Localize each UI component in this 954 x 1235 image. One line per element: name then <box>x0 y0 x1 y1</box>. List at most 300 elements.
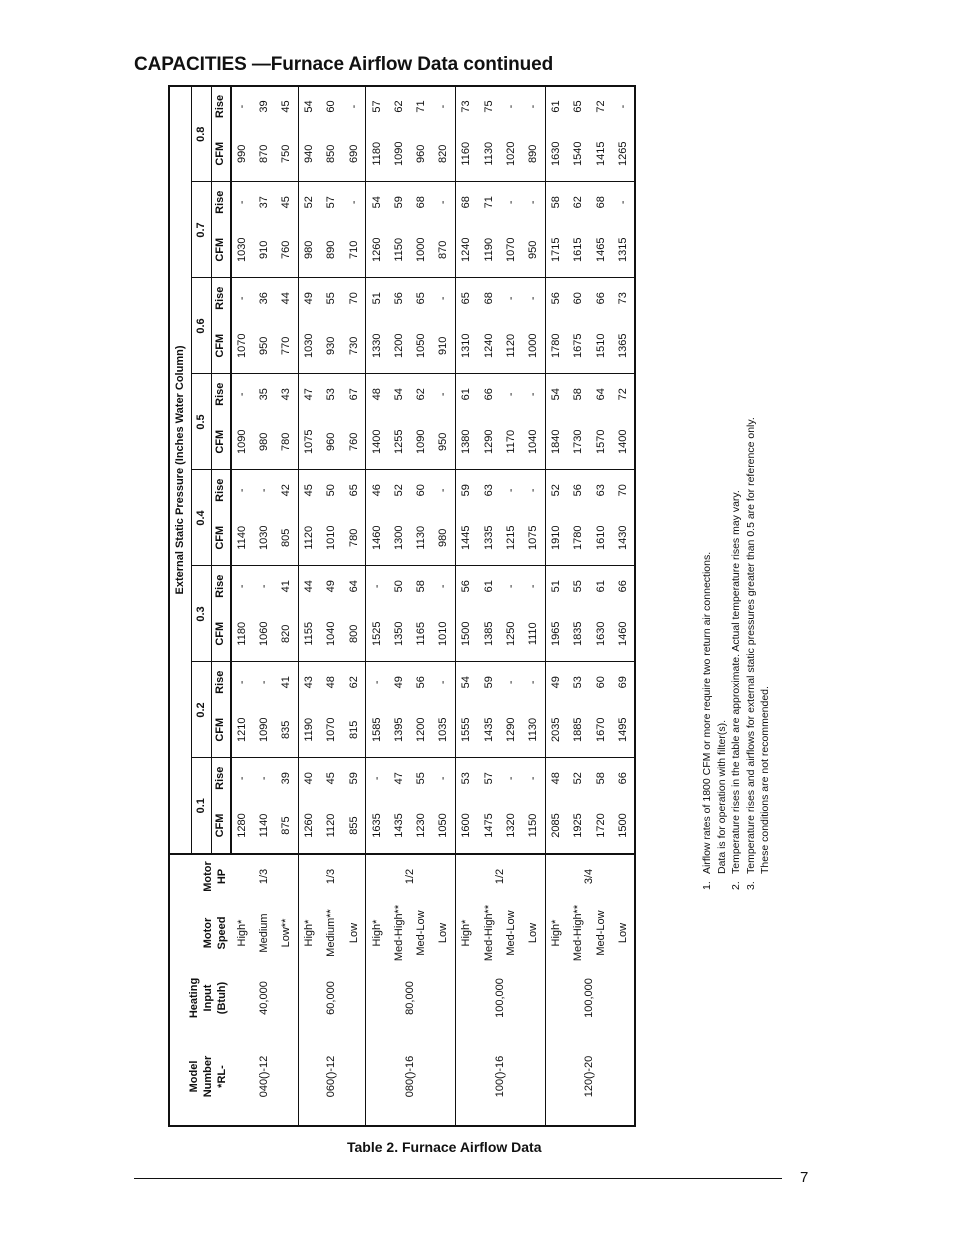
cell-cfm: 1615 <box>568 222 590 278</box>
cell-cfm: 1910 <box>545 510 567 566</box>
cell-cfm: 1585 <box>366 702 388 758</box>
cell-rise: - <box>523 278 545 318</box>
cell-motor-hp: 1/3 <box>231 854 298 898</box>
cell-rise: - <box>236 680 249 685</box>
cell-rise: 48 <box>370 388 383 401</box>
cell-cfm: 1265 <box>612 126 635 182</box>
cell-cfm: 1300 <box>388 510 410 566</box>
cell-cfm: 1395 <box>388 702 410 758</box>
header-pressure: 0.5 <box>191 374 211 470</box>
cell-motor-speed: Medium** <box>325 909 338 957</box>
cell-cfm: 980 <box>298 222 320 278</box>
table-row <box>366 86 388 1126</box>
cell-rise: 65 <box>460 292 473 305</box>
cell-cfm: 1180 <box>231 606 253 662</box>
cell-rise: 72 <box>594 100 607 113</box>
page-title: CAPACITIES —Furnace Airflow Data continued <box>134 54 554 75</box>
cell-rise: - <box>343 182 365 222</box>
cell-rise: - <box>343 86 365 126</box>
cell-cfm: 1570 <box>590 414 612 470</box>
cell-cfm: 1150 <box>388 222 410 278</box>
note-item <box>744 340 773 890</box>
cell-rise: 68 <box>415 196 428 209</box>
cell-rise: 54 <box>550 388 563 401</box>
cell-motor-speed: Low** <box>276 898 298 968</box>
cell-rise: - <box>236 104 249 109</box>
cell-rise: 52 <box>303 196 316 209</box>
cell-rise: - <box>504 392 517 397</box>
note-number: 1. <box>701 881 713 890</box>
cell-cfm: 1525 <box>366 606 388 662</box>
cell-cfm: 1110 <box>523 606 545 662</box>
cell-cfm: 760 <box>343 414 365 470</box>
cell-rise: 68 <box>482 292 495 305</box>
cell-cfm: 780 <box>276 414 298 470</box>
cell-cfm: 855 <box>343 798 365 854</box>
cell-rise: 60 <box>325 100 338 113</box>
header-rise: Rise <box>211 278 231 318</box>
cell-rise: 39 <box>258 100 271 113</box>
cell-rise: - <box>523 662 545 702</box>
cell-cfm: 1040 <box>523 414 545 470</box>
cell-rise: 65 <box>415 292 428 305</box>
cell-rise: - <box>433 86 455 126</box>
cell-rise: - <box>433 182 455 222</box>
cell-cfm: 1720 <box>594 813 607 838</box>
cell-cfm: 1385 <box>478 606 500 662</box>
cell-rise: 50 <box>392 580 405 593</box>
note-text <box>700 340 729 874</box>
cell-rise: 51 <box>370 292 383 305</box>
cell-rise: 65 <box>343 470 365 510</box>
cell-cfm: 1155 <box>298 606 320 662</box>
cell-cfm: 1160 <box>455 126 477 182</box>
cell-cfm: 1130 <box>523 702 545 758</box>
rotated-table <box>168 91 636 1127</box>
cell-cfm: 1510 <box>590 318 612 374</box>
cell-cfm: 1670 <box>590 702 612 758</box>
note-text <box>729 340 744 874</box>
cell-cfm: 1500 <box>612 798 635 854</box>
furnace-airflow-table <box>168 85 636 1127</box>
cell-rise: 68 <box>594 196 607 209</box>
cell-rise: - <box>504 200 517 205</box>
cell-cfm: 1635 <box>370 813 383 838</box>
cell-rise: 53 <box>460 772 473 785</box>
cell-cfm: 1030 <box>253 510 275 566</box>
cell-cfm: 1925 <box>572 813 585 838</box>
cell-motor-speed: Low <box>433 898 455 968</box>
cell-rise: 73 <box>460 100 473 113</box>
header-static-pressure: External Static Pressure (Inches Water Column) <box>169 86 191 854</box>
cell-rise: 63 <box>594 484 607 497</box>
cell-motor-speed: Low <box>343 898 365 968</box>
cell-motor-speed: Low <box>523 898 545 968</box>
cell-cfm: 1030 <box>231 222 253 278</box>
cell-rise: 55 <box>325 292 338 305</box>
cell-cfm: 1140 <box>258 813 271 838</box>
cell-rise: - <box>504 104 517 109</box>
cell-motor-speed: Low <box>612 898 635 968</box>
cell-rise: 66 <box>594 292 607 305</box>
cell-motor-hp: 1/3 <box>298 854 365 898</box>
cell-cfm: 1280 <box>236 813 249 838</box>
cell-rise: - <box>236 488 249 493</box>
cell-heating-input: 100,000 <box>545 968 635 1028</box>
cell-cfm: 1335 <box>478 510 500 566</box>
header-cfm: CFM <box>211 318 231 374</box>
cell-rise: 64 <box>343 566 365 606</box>
cell-rise: 70 <box>612 470 635 510</box>
cell-rise: 72 <box>612 374 635 414</box>
cell-rise: - <box>504 488 517 493</box>
cell-rise: - <box>236 200 249 205</box>
cell-cfm: 1430 <box>612 510 635 566</box>
cell-cfm: 1260 <box>366 222 388 278</box>
cell-cfm: 800 <box>343 606 365 662</box>
cell-cfm: 1165 <box>411 606 433 662</box>
cell-cfm: 1070 <box>231 318 253 374</box>
cell-cfm: 730 <box>343 318 365 374</box>
cell-cfm: 750 <box>276 126 298 182</box>
cell-cfm: 1435 <box>392 813 405 838</box>
cell-cfm: 1240 <box>478 318 500 374</box>
cell-cfm: 1290 <box>500 702 522 758</box>
cell-cfm: 815 <box>343 702 365 758</box>
cell-rise: 54 <box>460 676 473 689</box>
cell-rise: 68 <box>460 196 473 209</box>
cell-rise: 60 <box>415 484 428 497</box>
cell-cfm: 1630 <box>590 606 612 662</box>
cell-heating-input: 100,000 <box>455 968 545 1028</box>
cell-rise: 58 <box>415 580 428 593</box>
header-cfm: CFM <box>211 414 231 470</box>
cell-rise: - <box>370 680 383 685</box>
cell-cfm: 1555 <box>455 702 477 758</box>
cell-rise: 36 <box>258 292 271 305</box>
cell-rise: 51 <box>550 580 563 593</box>
cell-rise: 56 <box>415 676 428 689</box>
cell-rise: - <box>504 776 517 781</box>
cell-rise: 49 <box>392 676 405 689</box>
header-cfm: CFM <box>211 222 231 278</box>
cell-model: 040()-12 <box>231 1028 298 1126</box>
cell-cfm: 760 <box>276 222 298 278</box>
cell-rise: 52 <box>392 484 405 497</box>
cell-rise: 45 <box>276 86 298 126</box>
cell-rise: 66 <box>612 758 635 798</box>
cell-rise: 56 <box>572 484 585 497</box>
cell-rise: 45 <box>276 182 298 222</box>
cell-rise: - <box>370 584 383 589</box>
cell-model: 100()-16 <box>455 1028 545 1126</box>
table-caption: Table 2. Furnace Airflow Data <box>347 1139 542 1155</box>
cell-cfm: 1030 <box>298 318 320 374</box>
header-rise: Rise <box>211 374 231 414</box>
cell-motor-speed: High* <box>303 919 316 947</box>
note-number: 3. <box>744 881 757 890</box>
cell-cfm: 950 <box>523 222 545 278</box>
cell-rise: 62 <box>415 388 428 401</box>
cell-cfm: 870 <box>433 222 455 278</box>
cell-rise: 35 <box>258 388 271 401</box>
cell-cfm: 1010 <box>321 510 343 566</box>
cell-rise: - <box>523 86 545 126</box>
cell-cfm: 1130 <box>478 126 500 182</box>
cell-cfm: 1050 <box>411 318 433 374</box>
cell-rise: 54 <box>392 388 405 401</box>
cell-motor-speed: High* <box>235 919 248 947</box>
header-cfm: CFM <box>211 126 231 182</box>
notes-container <box>700 340 780 890</box>
cell-rise: 55 <box>572 580 585 593</box>
cell-cfm: 1365 <box>612 318 635 374</box>
note-line: Data is for operation with filter(s). <box>715 719 728 874</box>
cell-cfm: 1070 <box>321 702 343 758</box>
cell-cfm: 1400 <box>366 414 388 470</box>
header-pressure: 0.8 <box>191 86 211 182</box>
cell-rise: 45 <box>325 772 338 785</box>
cell-cfm: 1460 <box>612 606 635 662</box>
cell-rise: - <box>612 182 635 222</box>
cell-cfm: 950 <box>253 318 275 374</box>
header-motor-speed: Motor Speed <box>202 916 228 950</box>
cell-cfm: 960 <box>321 414 343 470</box>
cell-cfm: 820 <box>433 126 455 182</box>
cell-cfm: 2035 <box>545 702 567 758</box>
cell-cfm: 1120 <box>500 318 522 374</box>
cell-rise: 65 <box>572 100 585 113</box>
cell-cfm: 1495 <box>612 702 635 758</box>
cell-rise: 52 <box>550 484 563 497</box>
cell-cfm: 875 <box>276 798 298 854</box>
cell-rise: - <box>433 278 455 318</box>
cell-rise: 37 <box>258 196 271 209</box>
cell-rise: - <box>523 182 545 222</box>
cell-rise: 69 <box>612 662 635 702</box>
cell-rise: 53 <box>325 388 338 401</box>
header-pressure: 0.7 <box>191 182 211 278</box>
cell-cfm: 950 <box>433 414 455 470</box>
header-pressure: 0.1 <box>191 758 211 854</box>
cell-rise: - <box>523 758 545 798</box>
cell-rise: 60 <box>572 292 585 305</box>
cell-rise: 59 <box>392 196 405 209</box>
cell-rise: 47 <box>303 388 316 401</box>
header-pressure: 0.3 <box>191 566 211 662</box>
cell-rise: 59 <box>343 758 365 798</box>
cell-rise: 41 <box>276 566 298 606</box>
cell-cfm: 1475 <box>482 813 495 838</box>
cell-rise: 62 <box>392 100 405 113</box>
cell-rise: 75 <box>482 100 495 113</box>
cell-motor-speed: High* <box>550 919 563 947</box>
cell-cfm: 1315 <box>612 222 635 278</box>
cell-cfm: 1190 <box>298 702 320 758</box>
cell-cfm: 805 <box>276 510 298 566</box>
header-pressure: 0.4 <box>191 470 211 566</box>
cell-cfm: 1060 <box>253 606 275 662</box>
table-row <box>231 86 253 1126</box>
cell-cfm: 1610 <box>590 510 612 566</box>
cell-cfm: 1070 <box>500 222 522 278</box>
cell-heating-input: 80,000 <box>366 968 456 1028</box>
header-model: Model Number *RL- <box>188 1055 228 1098</box>
header-rise: Rise <box>211 86 231 126</box>
cell-cfm: 1090 <box>411 414 433 470</box>
header-rise: Rise <box>211 182 231 222</box>
notes-list <box>700 340 780 890</box>
cell-rise: 61 <box>482 580 495 593</box>
cell-cfm: 1310 <box>455 318 477 374</box>
cell-rise: 43 <box>303 676 316 689</box>
header-heating-input: Heating Input (Btuh) <box>188 977 228 1019</box>
cell-cfm: 1090 <box>253 702 275 758</box>
cell-cfm: 1180 <box>366 126 388 182</box>
note-item <box>700 340 729 890</box>
cell-cfm: 890 <box>321 222 343 278</box>
note-line: Temperature rises and airflows for external static pressures greater than 0.5 are for reference only. <box>744 417 757 874</box>
cell-cfm: 690 <box>343 126 365 182</box>
cell-model: 060()-12 <box>298 1028 365 1126</box>
cell-cfm: 1600 <box>460 813 473 838</box>
header-cfm: CFM <box>211 606 231 662</box>
cell-rise: - <box>433 470 455 510</box>
cell-cfm: 1435 <box>478 702 500 758</box>
cell-rise: 50 <box>325 484 338 497</box>
cell-rise: 47 <box>392 772 405 785</box>
cell-rise: - <box>504 680 517 685</box>
cell-cfm: 870 <box>253 126 275 182</box>
cell-cfm: 1330 <box>366 318 388 374</box>
cell-rise: 57 <box>482 772 495 785</box>
airflow-table-container <box>168 91 636 1127</box>
cell-cfm: 1965 <box>545 606 567 662</box>
cell-rise: 60 <box>594 676 607 689</box>
cell-rise: 61 <box>460 388 473 401</box>
cell-rise: 56 <box>460 580 473 593</box>
note-text <box>744 340 773 874</box>
cell-rise: 59 <box>460 484 473 497</box>
cell-rise: 49 <box>550 676 563 689</box>
cell-rise: 55 <box>415 772 428 785</box>
cell-rise: 62 <box>572 196 585 209</box>
cell-motor-hp: 1/2 <box>366 854 456 898</box>
cell-rise: 45 <box>303 484 316 497</box>
cell-cfm: 1320 <box>504 813 517 838</box>
cell-rise: 59 <box>482 676 495 689</box>
cell-rise: - <box>523 374 545 414</box>
cell-cfm: 940 <box>298 126 320 182</box>
note-line: Airflow rates of 1800 CFM or more require two return air connections. <box>701 551 713 874</box>
cell-rise: 71 <box>415 100 428 113</box>
cell-cfm: 890 <box>523 126 545 182</box>
cell-cfm: 1010 <box>433 606 455 662</box>
header-cfm: CFM <box>211 702 231 758</box>
cell-heating-input: 60,000 <box>298 968 365 1028</box>
cell-rise: 58 <box>594 772 607 785</box>
cell-rise: - <box>236 296 249 301</box>
cell-rise: - <box>258 680 271 685</box>
cell-rise: 71 <box>482 196 495 209</box>
cell-motor-speed: Med-Low <box>504 910 517 956</box>
cell-rise: - <box>504 584 517 589</box>
cell-rise: - <box>523 566 545 606</box>
header-cfm: CFM <box>211 510 231 566</box>
cell-motor-hp: 1/2 <box>455 854 545 898</box>
cell-cfm: 820 <box>276 606 298 662</box>
header-rise: Rise <box>211 470 231 510</box>
note-line: Temperature rises in the table are approximate. Actual temperature rises may vary. <box>730 490 742 874</box>
cell-cfm: 1540 <box>568 126 590 182</box>
cell-cfm: 1200 <box>411 702 433 758</box>
cell-rise: 41 <box>276 662 298 702</box>
cell-rise: - <box>504 296 517 301</box>
cell-rise: - <box>258 488 271 493</box>
cell-rise: 66 <box>482 388 495 401</box>
cell-cfm: 710 <box>343 222 365 278</box>
cell-rise: - <box>258 776 271 781</box>
cell-cfm: 1255 <box>388 414 410 470</box>
cell-rise: - <box>258 584 271 589</box>
note-line: These conditions are not recommended. <box>759 686 771 874</box>
cell-rise: 53 <box>572 676 585 689</box>
cell-cfm: 910 <box>253 222 275 278</box>
cell-cfm: 1780 <box>568 510 590 566</box>
cell-rise: - <box>433 758 455 798</box>
cell-cfm: 2085 <box>550 813 563 838</box>
cell-rise: - <box>523 470 545 510</box>
cell-rise: 48 <box>550 772 563 785</box>
cell-rise: 44 <box>303 580 316 593</box>
cell-rise: 64 <box>594 388 607 401</box>
cell-motor-speed: High* <box>370 919 383 947</box>
footer-divider <box>134 1178 782 1179</box>
cell-heating-input: 40,000 <box>231 968 298 1028</box>
cell-rise: - <box>433 374 455 414</box>
table-row <box>298 86 320 1126</box>
cell-cfm: 1090 <box>231 414 253 470</box>
cell-cfm: 1075 <box>298 414 320 470</box>
cell-cfm: 1380 <box>455 414 477 470</box>
cell-cfm: 1250 <box>500 606 522 662</box>
cell-rise: 63 <box>482 484 495 497</box>
cell-cfm: 1200 <box>388 318 410 374</box>
cell-rise: 54 <box>370 196 383 209</box>
cell-cfm: 1730 <box>568 414 590 470</box>
cell-rise: 56 <box>550 292 563 305</box>
cell-cfm: 1840 <box>545 414 567 470</box>
cell-cfm: 1040 <box>321 606 343 662</box>
cell-cfm: 1210 <box>231 702 253 758</box>
cell-rise: 61 <box>550 100 563 113</box>
table-row <box>455 86 477 1126</box>
cell-cfm: 910 <box>433 318 455 374</box>
cell-cfm: 1445 <box>455 510 477 566</box>
cell-cfm: 1190 <box>478 222 500 278</box>
cell-motor-speed: High* <box>460 919 473 947</box>
cell-motor-speed: Med-High** <box>572 904 585 962</box>
cell-rise: 58 <box>550 196 563 209</box>
cell-rise: - <box>433 566 455 606</box>
cell-cfm: 770 <box>276 318 298 374</box>
cell-rise: 62 <box>343 662 365 702</box>
cell-cfm: 835 <box>276 702 298 758</box>
cell-cfm: 1885 <box>568 702 590 758</box>
cell-cfm: 1075 <box>523 510 545 566</box>
note-item <box>729 340 744 890</box>
header-pressure: 0.6 <box>191 278 211 374</box>
